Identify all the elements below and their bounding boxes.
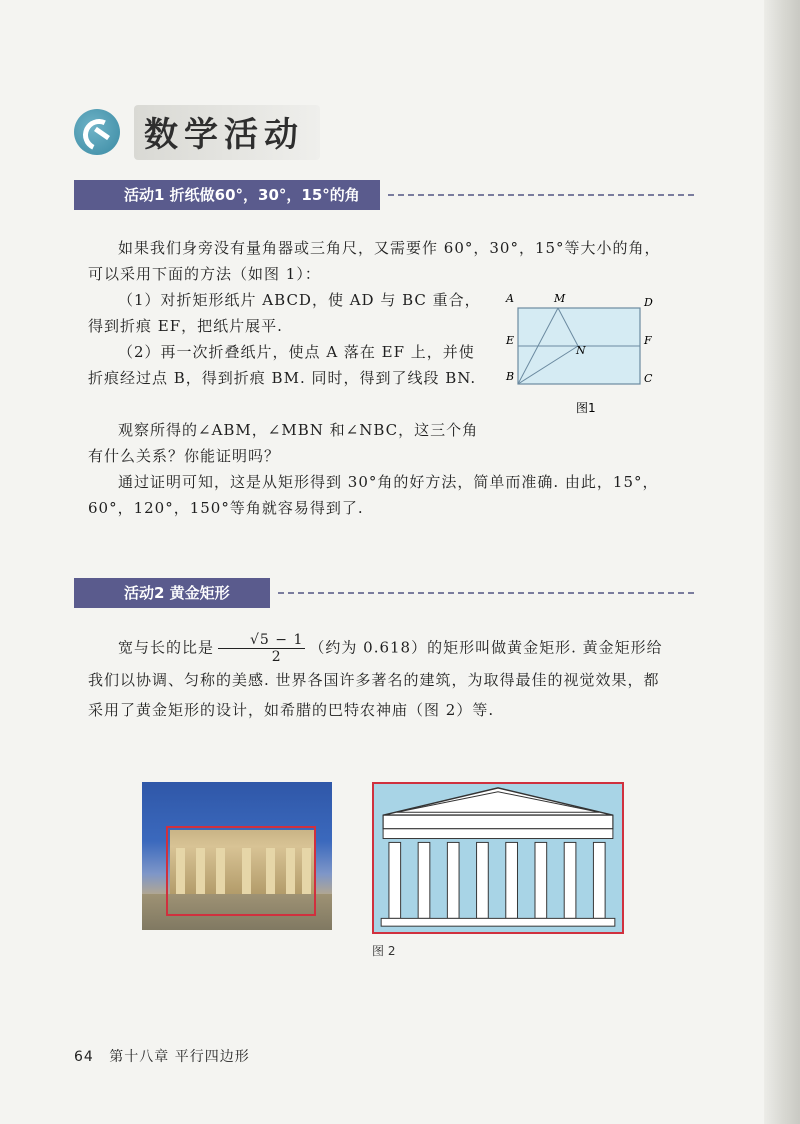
- section-banner: [74, 108, 320, 156]
- activity1-header: [74, 180, 694, 210]
- colonnade: [389, 842, 605, 918]
- activity2-dashed-rule: [278, 592, 694, 594]
- activity1-paragraph-4: 观察所得的∠ABM，∠MBN 和∠NBC，这三个角有什么关系？你能证明吗？: [88, 421, 479, 465]
- parthenon-photo: [142, 782, 332, 930]
- section-title: 数学活动: [134, 105, 320, 160]
- activity1-paragraph-1: 如果我们身旁没有量角器或三角尺，又需要作 60°，30°，15°等大小的角，可以采用下面的方法（如图 1）：: [88, 239, 661, 283]
- label-n: N: [576, 344, 586, 357]
- label-b: B: [506, 370, 515, 383]
- architrave: [383, 829, 613, 839]
- activity1-paragraph-5: 通过证明可知，这是从矩形得到 30°角的好方法，简单而准确. 由此，15°，60°，120°，150°等角就容易得到了.: [88, 473, 659, 517]
- label-f: F: [644, 334, 652, 347]
- page-footer: [74, 1046, 250, 1066]
- activity1-dashed-rule: [388, 194, 694, 196]
- figure-1-caption: 图1: [576, 401, 596, 415]
- label-e: E: [506, 334, 515, 347]
- activity1-label: 活动1 折纸做60°，30°，15°的角: [74, 180, 380, 210]
- label-a: A: [506, 292, 514, 305]
- golden-ratio-text-after: （约为 0.618）的矩形叫做黄金矩形. 黄金矩形给我们以协调、匀称的美感. 世界各国许多著名的建筑，为取得最佳的视觉效果，都采用了黄金矩形的设计，如希腊的巴特农神庙（图 2）等.: [88, 638, 663, 719]
- golden-ratio-text-before: 宽与长的比是: [118, 638, 215, 657]
- golden-ratio-fraction: [218, 632, 305, 665]
- figure-2-caption: 图 2: [372, 944, 396, 958]
- activity2-paragraph: [88, 632, 672, 725]
- label-c: C: [644, 372, 653, 385]
- parthenon-line-drawing: [372, 782, 624, 934]
- golden-rectangle-outline: [166, 826, 316, 916]
- label-m: M: [554, 292, 566, 305]
- chapter-title: 第十八章 平行四边形: [109, 1049, 250, 1065]
- entablature: [383, 815, 613, 829]
- figure-1-folded-rectangle: [500, 290, 660, 420]
- activity2-label: 活动2 黄金矩形: [74, 578, 270, 608]
- page-number: 64: [74, 1049, 94, 1065]
- page-gutter-shadow: [764, 0, 800, 1124]
- compass-badge-icon: [74, 109, 120, 155]
- activity2-header: [74, 578, 694, 608]
- stylobate: [381, 918, 615, 926]
- fraction-denominator: 2: [271, 649, 282, 665]
- fraction-numerator: √5 − 1: [218, 632, 305, 649]
- activity1-paragraph-2: （1）对折矩形纸片 ABCD，使 AD 与 BC 重合，得到折痕 EF，把纸片展平.: [88, 291, 481, 335]
- label-d: D: [644, 296, 653, 309]
- activity1-paragraph-3: （2）再一次折叠纸片，使点 A 落在 EF 上，并使折痕经过点 B，得到折痕 BM. 同时，得到了线段 BN.: [88, 343, 477, 387]
